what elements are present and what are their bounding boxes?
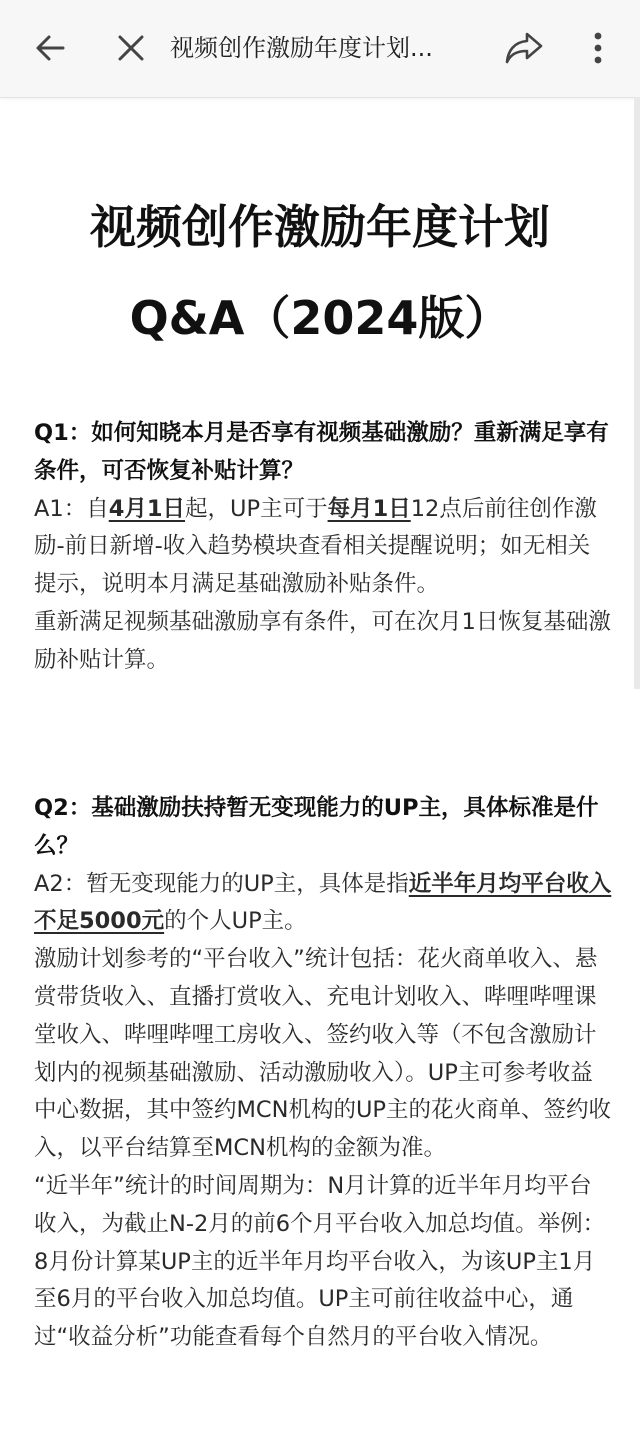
back-button[interactable] xyxy=(28,26,72,70)
emphasis-monthly-1st: 每月1日 xyxy=(327,495,411,522)
answer-a2 xyxy=(34,866,612,942)
close-button[interactable] xyxy=(109,26,153,70)
more-vertical-icon xyxy=(592,31,604,65)
share-arrow-icon xyxy=(504,30,544,66)
top-navigation-bar xyxy=(0,0,640,98)
document-title xyxy=(0,182,640,364)
question-q2: Q2：基础激励扶持暂无变现能力的UP主，具体标准是什么？ xyxy=(34,795,599,859)
answer-a2-prefix: A2：暂无变现能力的UP主，具体是指 xyxy=(34,870,409,897)
document-body xyxy=(0,97,640,1435)
page-title: 视频创作激励年度计划... xyxy=(170,34,433,62)
answer-a2-paragraph-2: 激励计划参考的“平台收入”统计包括：花火商单收入、悬赏带货收入、直播打赏收入、充电计划收入、哔哩哔哩课堂收入、哔哩哔哩工房收入、签约收入等（不包含激励计划内的视频基础激励、活动激励收入）。UP主可参考收益中心数据，其中签约MCN机构的UP主的花火商单、签约收入，以平台结算至MCN机构的金额为准。 xyxy=(34,946,611,1162)
question-q1: Q1：如何知晓本月是否享有视频基础激励？重新满足享有条件，可否恢复补贴计算？ xyxy=(34,420,609,484)
back-arrow-icon xyxy=(33,31,67,65)
more-options-button[interactable] xyxy=(576,26,620,70)
emphasis-date-april-1: 4月1日 xyxy=(108,495,186,522)
answer-a2-paragraph-3: “近半年”统计的时间周期为：N月计算的近半年月均平台收入，为截止N-2月的前6个月平台收入加总均值。举例：8月份计算某UP主的近半年月均平台收入，为该UP主1月至6月的平台收入加总均值。UP主可前往收益中心，通过“收益分析”功能查看每个自然月的平台收入情况。 xyxy=(34,1172,606,1351)
answer-a1-paragraph-2: 重新满足视频基础激励享有条件，可在次月1日恢复基础激励补贴计算。 xyxy=(34,608,611,673)
answer-a1 xyxy=(34,491,612,604)
qa-section-q2 xyxy=(34,790,612,1357)
answer-a1-rest: 12点后前往创作激励-前日新增-收入趋势模块查看相关提醒说明；如无相关提示，说明本月满足基础激励补贴条件。 xyxy=(34,495,597,598)
share-button[interactable] xyxy=(502,26,546,70)
document-title-line-2: Q&A（2024版） xyxy=(129,291,511,345)
answer-a1-mid: 起，UP主可于 xyxy=(185,495,328,522)
qa-section-q1 xyxy=(34,415,612,680)
answer-a1-prefix: A1：自 xyxy=(34,495,109,522)
document-title-line-1: 视频创作激励年度计划 xyxy=(90,200,550,254)
answer-a2-rest: 的个人UP主。 xyxy=(164,908,307,935)
emphasis-income-threshold: 近半年月均平台收入不足5000元 xyxy=(34,870,612,935)
close-icon xyxy=(116,33,146,63)
